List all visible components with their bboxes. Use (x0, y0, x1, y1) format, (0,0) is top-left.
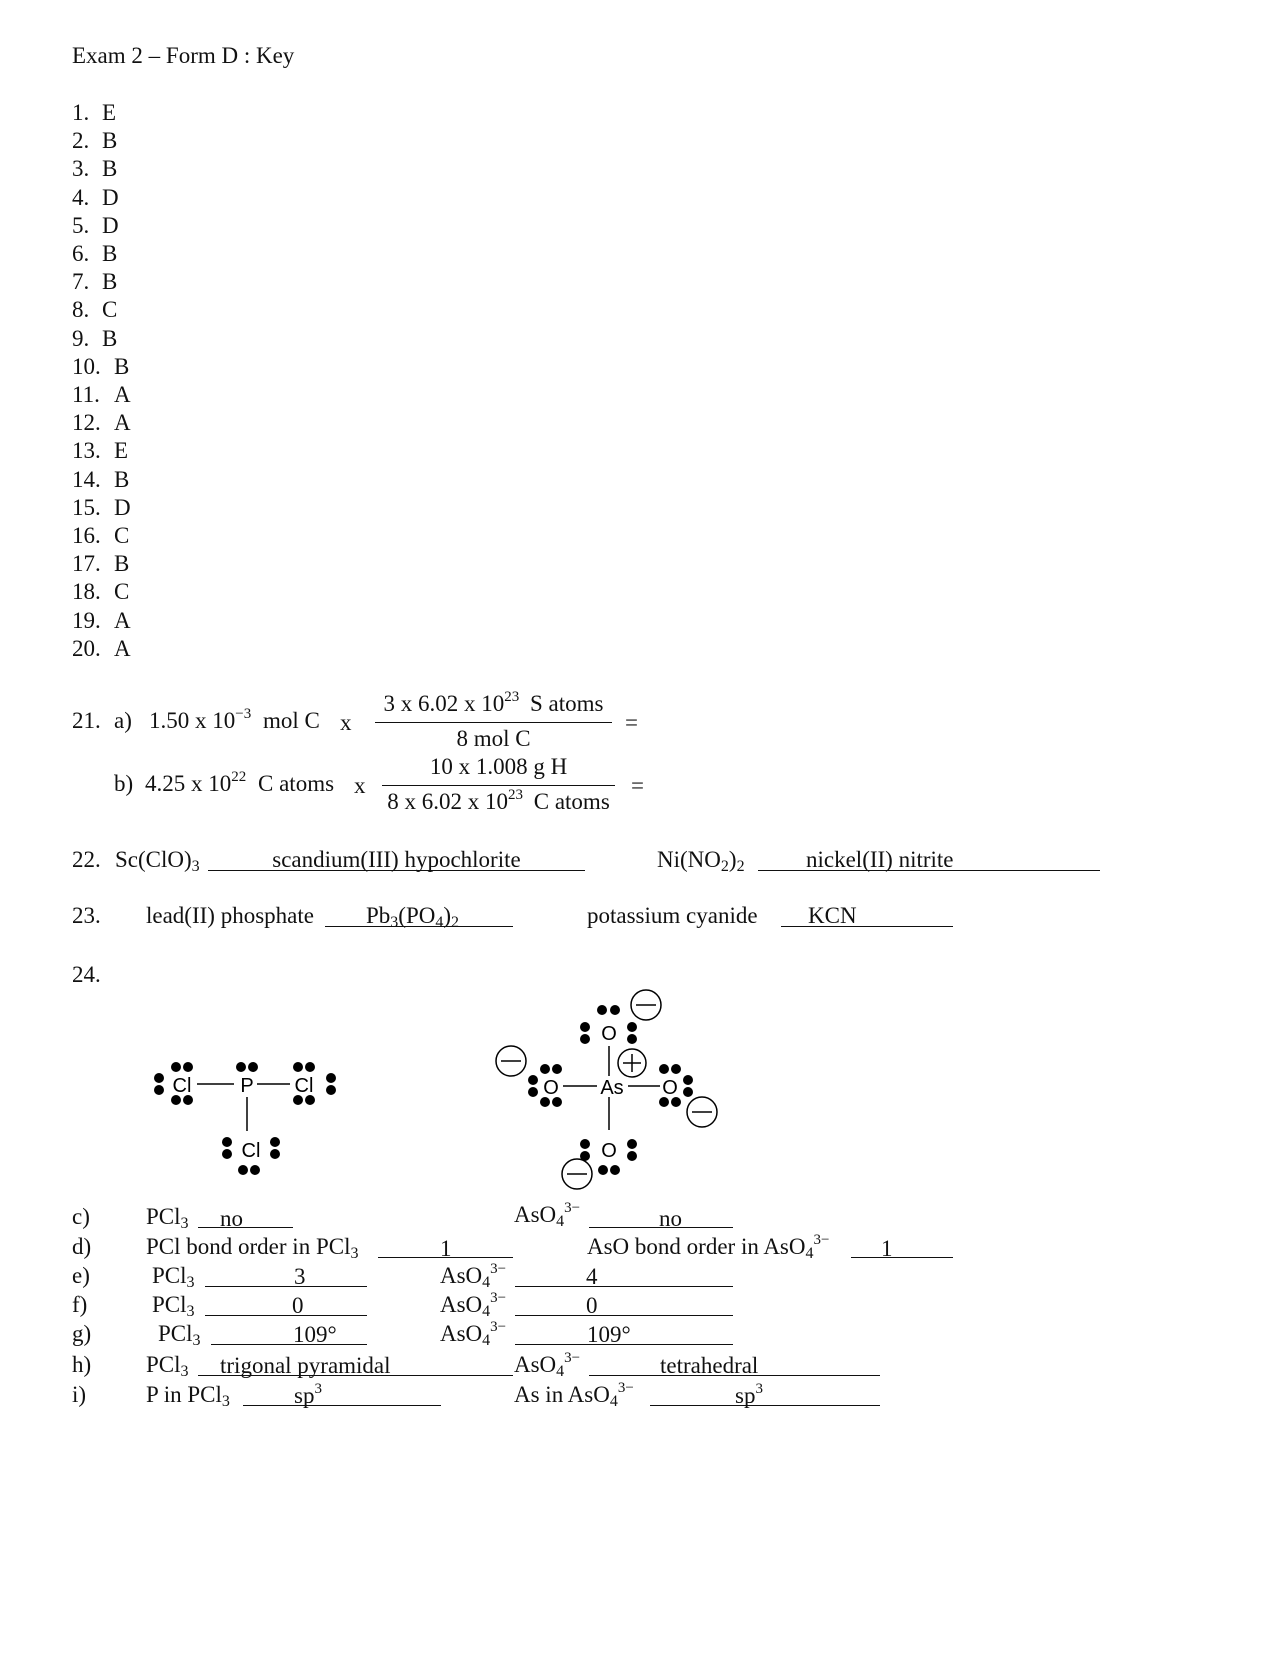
part-d-right-blank (851, 1257, 953, 1258)
part-h-r-sup: 3− (564, 1350, 581, 1366)
mc-answer: E (114, 438, 129, 464)
q21a-base: 1.50 x 10 (149, 708, 236, 733)
mc-answer-row (72, 157, 117, 180)
q22-answer-2: nickel(II) nitrite (806, 847, 954, 872)
mc-answer-row (72, 580, 129, 603)
q21a-fraction-bar (375, 722, 612, 723)
mc-answer: D (114, 494, 131, 520)
part-i-r-sub: 4 (609, 1393, 618, 1410)
mc-answer: B (102, 241, 118, 266)
part-g-left-answer: 109° (293, 1322, 337, 1347)
mc-number: 18. (72, 579, 101, 605)
aso4-right-o: O (662, 1077, 678, 1099)
q22-f2-sub2: 2 (736, 858, 745, 875)
q21b-denominator (382, 787, 615, 814)
aso4-top-o: O (601, 1023, 617, 1045)
mc-answer-row (72, 270, 117, 293)
q21b-base: 4.25 x 10 (145, 771, 232, 796)
mc-number: 17. (72, 551, 101, 577)
q21a-given (149, 706, 320, 733)
q21b-den-exp: 23 (507, 787, 523, 803)
mc-answer: A (114, 635, 131, 661)
part-e-right-answer: 4 (586, 1264, 598, 1289)
part-i-label: i) (72, 1382, 87, 1407)
part-e-left-answer: 3 (294, 1264, 306, 1289)
part-d-r-pre: AsO bond order in AsO (587, 1234, 806, 1259)
mc-answer: C (114, 579, 130, 605)
part-h-right-prompt (514, 1350, 581, 1380)
part-c-left-prompt (146, 1204, 189, 1232)
part-i-l-ans-base: sp (294, 1383, 315, 1408)
q21a-num-base: 3 x 6.02 x 10 (383, 691, 505, 716)
mc-answer-row (72, 609, 131, 632)
pcl3-p: P (240, 1075, 254, 1097)
mc-answer: D (102, 212, 119, 238)
part-e-label: e) (72, 1263, 90, 1288)
part-d-left-prompt (146, 1234, 359, 1262)
mc-answer-row (72, 439, 128, 462)
mc-answer: B (114, 466, 130, 492)
part-i-l-ans-sup: 3 (314, 1381, 322, 1397)
part-d-right-answer: 1 (881, 1236, 893, 1261)
q23-answer-1 (366, 903, 460, 931)
mc-answer-row (72, 468, 129, 491)
mc-number: 14. (72, 466, 101, 492)
part-d-l-sub: 3 (350, 1245, 359, 1262)
part-g-right-answer: 109° (587, 1322, 631, 1347)
mc-answer-row (72, 524, 129, 547)
part-e-l-sub: 3 (186, 1274, 195, 1291)
part-f-l-pre: PCl (152, 1292, 187, 1317)
mc-number: 12. (72, 410, 101, 436)
mc-answer: A (114, 607, 131, 633)
aso4-as: As (600, 1077, 624, 1099)
mc-answer: B (114, 551, 130, 577)
part-h-r-sub: 4 (556, 1363, 565, 1380)
part-c-r-sup: 3− (564, 1200, 581, 1216)
part-d-right-prompt (587, 1232, 830, 1262)
part-h-left-prompt (146, 1352, 189, 1380)
mc-number: 10. (72, 353, 101, 379)
mc-answer: B (102, 269, 118, 295)
q21b-given (145, 769, 335, 796)
mc-answer: C (102, 297, 118, 323)
mc-answer: B (114, 353, 130, 379)
part-g-l-sub: 3 (192, 1332, 201, 1349)
mc-answer-row (72, 101, 116, 124)
q21b-den-unit: C atoms (533, 789, 610, 814)
mc-number: 3. (72, 156, 90, 182)
part-i-r-sup: 3− (617, 1380, 634, 1396)
q21-number: 21. (72, 708, 101, 733)
mc-answer-row (72, 129, 117, 152)
mc-answer: B (102, 325, 118, 351)
part-g-left-prompt (158, 1321, 201, 1349)
q21b-times: x (354, 773, 366, 798)
mc-number: 1. (72, 100, 90, 125)
part-i-left-answer (294, 1381, 322, 1408)
part-e-r-pre: AsO (440, 1263, 483, 1288)
mc-number: 13. (72, 438, 101, 464)
q23-name-2: potassium cyanide (587, 903, 758, 928)
part-h-left-answer: trigonal pyramidal (220, 1353, 391, 1378)
q21a-label: a) (114, 708, 132, 733)
q23-a1-sub3: 2 (451, 914, 460, 931)
mc-answer-row (72, 327, 117, 350)
part-f-left-blank (205, 1315, 367, 1316)
q23-a1-sub1: 3 (390, 914, 399, 931)
part-i-left-prompt (146, 1382, 230, 1410)
q24-number: 24. (72, 962, 101, 987)
q23-name-1: lead(II) phosphate (146, 903, 314, 928)
part-i-r-ans-sup: 3 (755, 1381, 763, 1397)
part-f-right-prompt (440, 1290, 507, 1320)
part-h-right-answer: tetrahedral (660, 1353, 759, 1378)
q21a-equals: = (625, 710, 638, 735)
part-i-l-sub: 3 (221, 1393, 230, 1410)
part-c-label: c) (72, 1204, 90, 1229)
part-d-l-pre: PCl bond order in PCl (146, 1234, 351, 1259)
part-c-right-answer: no (659, 1206, 682, 1231)
part-e-l-pre: PCl (152, 1263, 187, 1288)
q21a-num-unit: S atoms (530, 691, 604, 716)
part-f-r-sub: 4 (482, 1303, 491, 1320)
part-g-r-pre: AsO (440, 1321, 483, 1346)
mc-answer: B (102, 156, 118, 182)
part-e-left-prompt (152, 1263, 195, 1291)
mc-answer: D (102, 184, 119, 210)
part-d-r-sub: 4 (805, 1245, 814, 1262)
part-e-right-blank (515, 1286, 733, 1287)
mc-answer-row (72, 298, 117, 321)
part-e-left-blank (205, 1286, 367, 1287)
q23-blank-2 (781, 926, 953, 927)
part-f-r-sup: 3− (490, 1290, 507, 1306)
q22-answer-1: scandium(III) hypochlorite (272, 847, 521, 872)
mc-answer-row (72, 242, 117, 265)
q21b-fraction-bar (382, 785, 615, 786)
mc-number: 9. (72, 325, 90, 351)
q21b-unit: C atoms (258, 771, 335, 796)
mc-answer-row (72, 355, 129, 378)
q22-f1-sub: 3 (191, 858, 200, 875)
q22-f1: Sc(ClO) (115, 847, 192, 872)
part-g-l-pre: PCl (158, 1321, 193, 1346)
part-g-left-blank (211, 1344, 367, 1345)
part-f-left-answer: 0 (292, 1293, 304, 1318)
mc-number: 19. (72, 607, 101, 633)
mc-number: 7. (72, 269, 90, 295)
q21a-denominator: 8 mol C (456, 726, 531, 751)
part-d-r-sup: 3− (813, 1232, 830, 1248)
q21b-numerator: 10 x 1.008 g H (429, 754, 568, 779)
aso4-left-o: O (543, 1077, 559, 1099)
mc-number: 8. (72, 297, 90, 323)
q21a-exp: −3 (235, 706, 252, 722)
part-c-l-pre: PCl (146, 1204, 181, 1229)
part-g-r-sub: 4 (482, 1332, 491, 1349)
q23-answer-2: KCN (808, 903, 857, 928)
mc-answer-row (72, 637, 131, 660)
part-f-label: f) (72, 1292, 88, 1317)
part-h-r-pre: AsO (514, 1352, 557, 1377)
part-c-r-sub: 4 (556, 1213, 565, 1230)
part-i-r-pre: As in AsO (514, 1382, 610, 1407)
q21a-numerator (375, 689, 612, 716)
part-f-r-pre: AsO (440, 1292, 483, 1317)
mc-answer-row (72, 411, 131, 434)
q22-f2-close: ) (728, 847, 737, 872)
q23-a1-close: ) (443, 903, 452, 928)
part-f-right-answer: 0 (586, 1293, 598, 1318)
mc-number: 16. (72, 523, 101, 548)
q23-a1-mid: (PO (398, 903, 436, 928)
part-d-label: d) (72, 1234, 92, 1259)
mc-answer: A (114, 410, 131, 436)
part-i-right-blank (650, 1405, 880, 1406)
pcl3-right-cl: Cl (294, 1075, 314, 1097)
q23-a1-sub2: 4 (435, 914, 444, 931)
aso4-bottom-o: O (601, 1140, 617, 1162)
q22-number: 22. (72, 847, 101, 872)
part-e-right-prompt (440, 1261, 507, 1291)
part-i-right-prompt (514, 1380, 634, 1410)
mc-answer-row (72, 552, 129, 575)
q22-f2-sub: 2 (720, 858, 729, 875)
part-i-right-answer (735, 1381, 763, 1408)
part-e-r-sub: 4 (482, 1274, 491, 1291)
pcl3-left-cl: Cl (172, 1075, 192, 1097)
q21b-exp: 22 (231, 769, 247, 785)
part-i-r-ans-base: sp (735, 1383, 756, 1408)
part-i-l-pre: P in PCl (146, 1382, 222, 1407)
q22-formula-2 (657, 847, 745, 875)
q22-formula-1 (115, 847, 200, 875)
mc-number: 2. (72, 128, 90, 154)
part-f-left-prompt (152, 1292, 195, 1320)
part-h-label: h) (72, 1352, 92, 1377)
mc-answer-row (72, 496, 131, 519)
part-c-r-pre: AsO (514, 1202, 557, 1227)
part-c-l-sub: 3 (180, 1215, 189, 1232)
q21a-unit: mol C (262, 708, 320, 733)
q21b-equals: = (631, 773, 644, 798)
part-f-l-sub: 3 (186, 1303, 195, 1320)
part-g-r-sup: 3− (490, 1319, 507, 1335)
mc-number: 11. (72, 382, 100, 407)
page-title: Exam 2 – Form D : Key (72, 43, 295, 68)
part-e-r-sup: 3− (490, 1261, 507, 1277)
part-f-right-blank (515, 1315, 733, 1316)
mc-number: 4. (72, 184, 90, 210)
mc-number: 5. (72, 212, 90, 238)
mc-answer: E (102, 100, 117, 125)
part-i-left-blank (243, 1405, 441, 1406)
q23-number: 23. (72, 903, 101, 928)
q22-f2: Ni(NO (657, 847, 721, 872)
mc-number: 15. (72, 494, 101, 520)
part-c-right-prompt (514, 1200, 581, 1230)
q23-a1-pre: Pb (366, 903, 391, 928)
q21a-times: x (340, 710, 352, 735)
part-h-l-sub: 3 (180, 1363, 189, 1380)
mc-number: 6. (72, 241, 90, 266)
mc-answer-row (72, 383, 131, 406)
mc-number: 20. (72, 635, 101, 661)
mc-answer: B (102, 128, 118, 154)
mc-answer: C (114, 523, 130, 548)
q21b-den-base: 8 x 6.02 x 10 (387, 789, 508, 814)
mc-answer: A (114, 382, 131, 407)
q21a-num-exp: 23 (504, 689, 520, 705)
part-c-left-answer: no (220, 1206, 243, 1231)
mc-answer-row (72, 214, 119, 237)
pcl3-bottom-cl: Cl (241, 1140, 261, 1162)
part-g-right-prompt (440, 1319, 507, 1349)
part-c-left-blank (198, 1227, 293, 1228)
mc-answer-row (72, 186, 119, 209)
part-h-l-pre: PCl (146, 1352, 181, 1377)
part-g-label: g) (72, 1321, 92, 1346)
part-d-left-answer: 1 (440, 1236, 452, 1261)
q21b-label: b) (114, 771, 134, 796)
